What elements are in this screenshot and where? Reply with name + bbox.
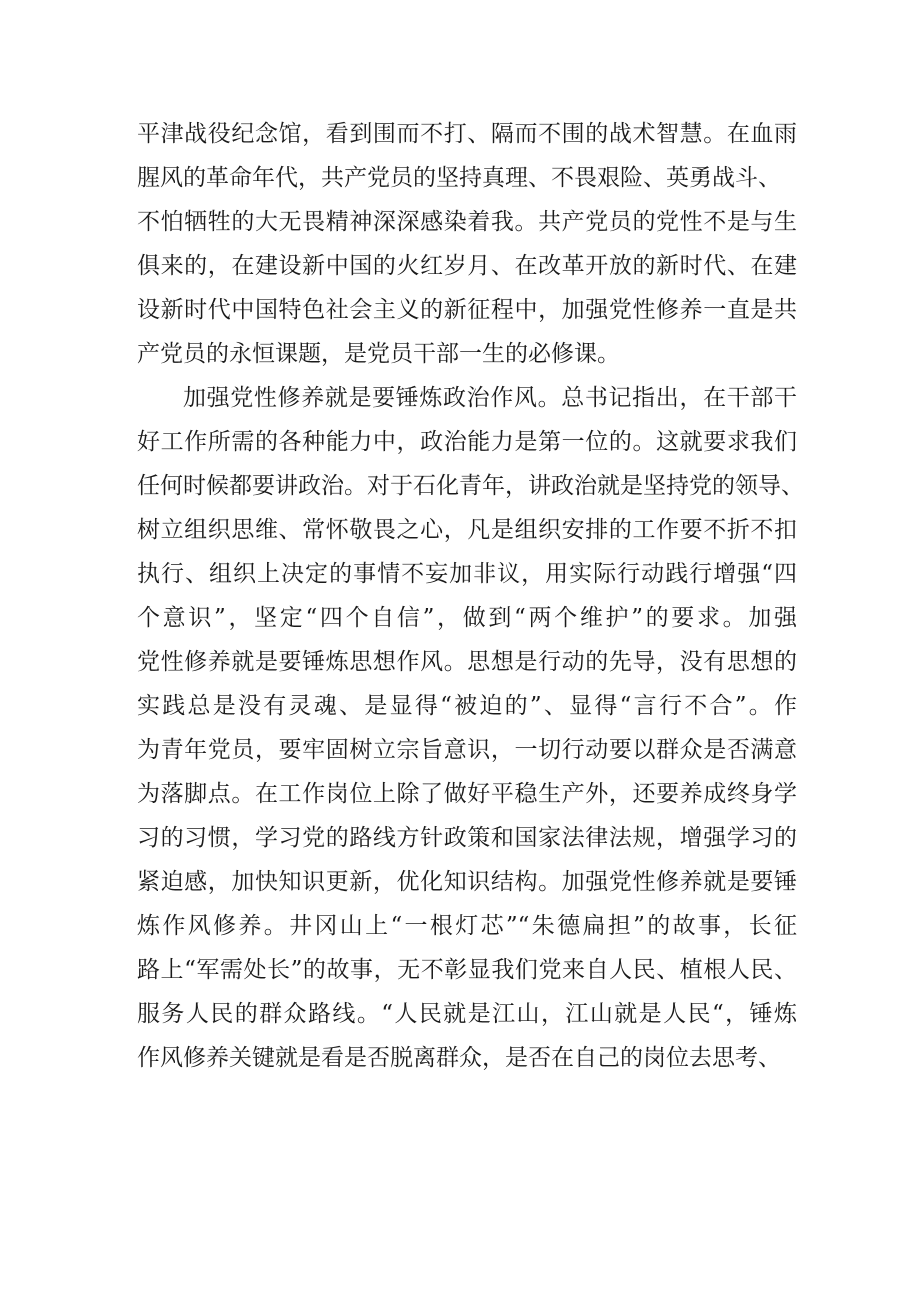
text-line: 个意识”，坚定“四个自信”，做到“两个维护”的要求。加强 bbox=[137, 605, 797, 631]
text-line: 路上“军需处长”的故事，无不彰显我们党来自人民、植根人民、 bbox=[137, 957, 797, 983]
text-line: 为落脚点。在工作岗位上除了做好平稳生产外，还要养成终身学 bbox=[137, 781, 797, 807]
text-line: 党性修养就是要锤炼思想作风。思想是行动的先导，没有思想的 bbox=[137, 649, 797, 675]
body-text bbox=[137, 112, 804, 1080]
text-line: 执行、组织上决定的事情不妄加非议，用实际行动践行增强“四 bbox=[137, 561, 797, 587]
text-line: 设新时代中国特色社会主义的新征程中，加强党性修养一直是共 bbox=[137, 297, 797, 323]
text-line: 俱来的，在建设新中国的火红岁月、在改革开放的新时代、在建 bbox=[137, 253, 797, 279]
text-line: 腥风的革命年代，共产党员的坚持真理、不畏艰险、英勇战斗、 bbox=[137, 165, 781, 191]
text-line: 好工作所需的各种能力中，政治能力是第一位的。这就要求我们 bbox=[137, 429, 797, 455]
text-line: 产党员的永恒课题，是党员干部一生的必修课。 bbox=[137, 341, 620, 367]
text-line: 服务人民的群众路线。“人民就是江山，江山就是人民“，锤炼 bbox=[137, 1001, 797, 1027]
text-line: 紧迫感，加快知识更新，优化知识结构。加强党性修养就是要锤 bbox=[137, 869, 797, 895]
text-line: 作风修养关键就是看是否脱离群众，是否在自己的岗位去思考、 bbox=[137, 1045, 781, 1071]
text-line: 实践总是没有灵魂、是显得“被迫的”、显得“言行不合”。作 bbox=[137, 693, 797, 719]
text-line: 树立组织思维、常怀敬畏之心，凡是组织安排的工作要不折不扣 bbox=[137, 517, 797, 543]
text-line: 为青年党员，要牢固树立宗旨意识，一切行动要以群众是否满意 bbox=[137, 737, 797, 763]
text-line: 不怕牺牲的大无畏精神深深感染着我。共产党员的党性不是与生 bbox=[137, 209, 797, 235]
text-line: 加强党性修养就是要锤炼政治作风。总书记指出，在干部干 bbox=[183, 385, 797, 411]
text-line: 平津战役纪念馆，看到围而不打、隔而不围的战术智慧。在血雨 bbox=[137, 121, 797, 147]
text-line: 炼作风修养。井冈山上“一根灯芯”“朱德扁担”的故事，长征 bbox=[137, 913, 797, 939]
text-line: 任何时候都要讲政治。对于石化青年，讲政治就是坚持党的领导、 bbox=[137, 473, 804, 499]
text-line: 习的习惯，学习党的路线方针政策和国家法律法规，增强学习的 bbox=[137, 825, 797, 851]
